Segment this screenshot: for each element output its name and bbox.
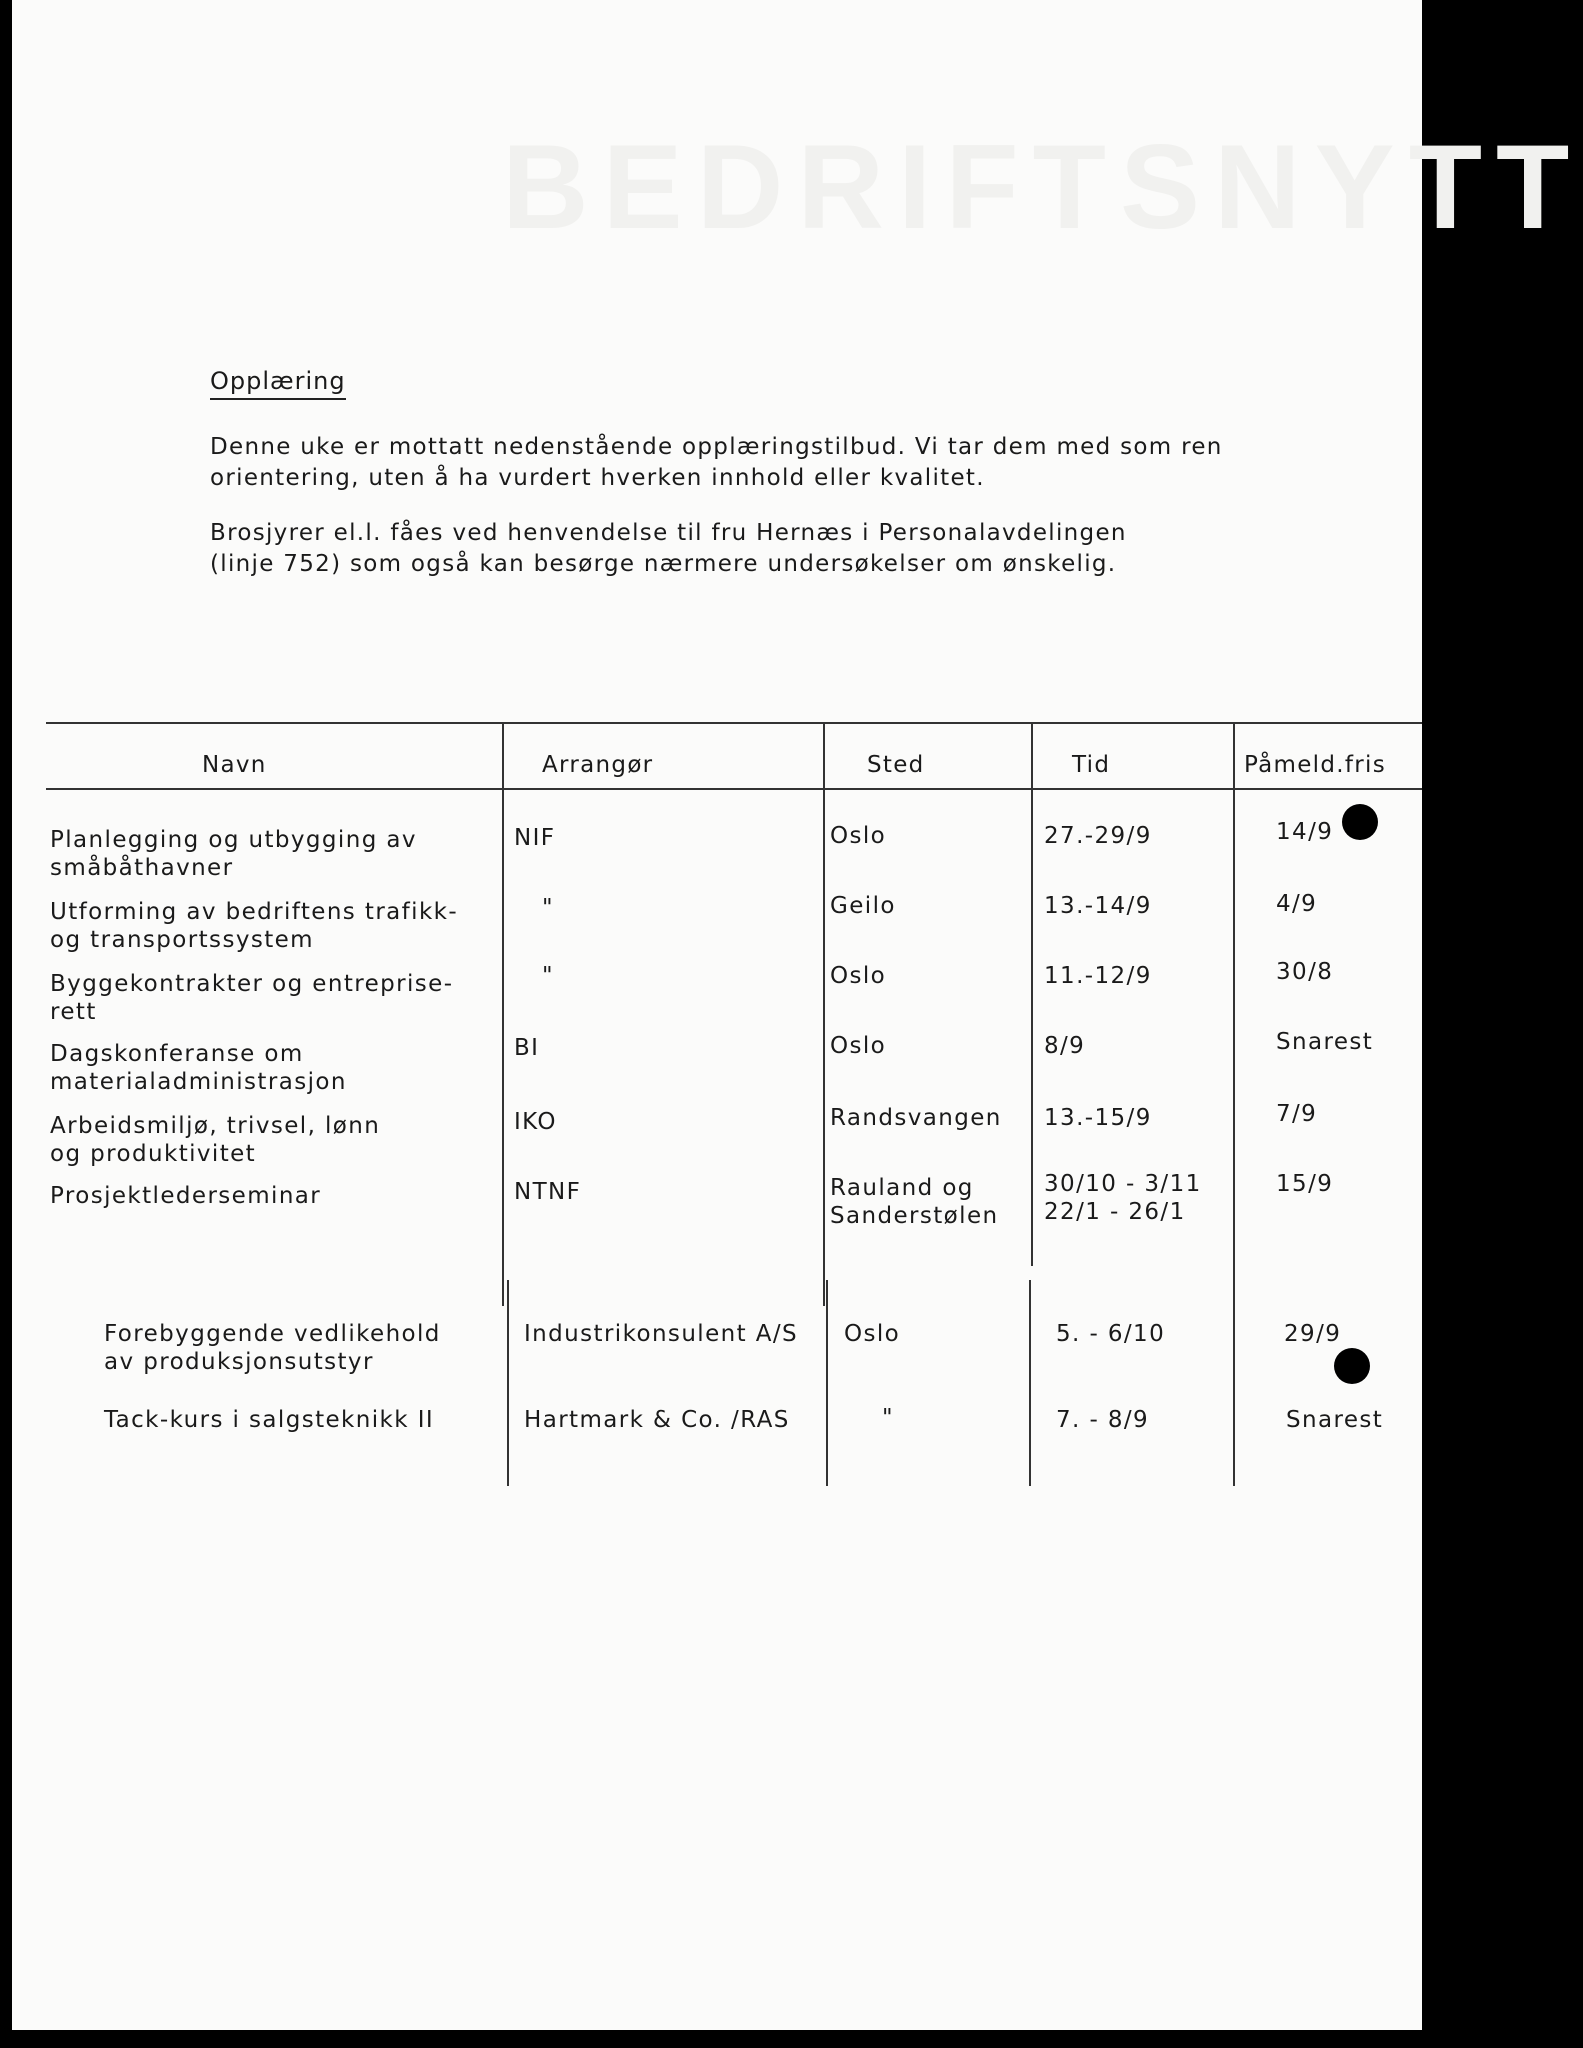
table-cell-frist: 30/8: [1276, 959, 1334, 985]
column-divider: [1233, 1280, 1235, 1486]
paper-sheet: [12, 0, 1583, 2030]
column-divider: [823, 722, 825, 1306]
table-cell-frist: 29/9: [1284, 1321, 1342, 1347]
table-cell-sted: Oslo: [830, 963, 887, 989]
table-cell-navn: Forebyggende vedlikehold av produksjonsutstyr: [104, 1321, 441, 1375]
table-cell-sted: Geilo: [830, 893, 896, 919]
header-navn: Navn: [202, 752, 267, 778]
table-header-rule: [46, 788, 1422, 790]
table-cell-sted: ": [882, 1405, 894, 1431]
table-cell-navn: Tack-kurs i salgsteknikk II: [104, 1407, 435, 1433]
table-cell-sted: Rauland og Sanderstølen: [830, 1175, 999, 1229]
table-cell-tid: 11.-12/9: [1044, 963, 1152, 989]
table-cell-arrangor: NTNF: [514, 1179, 582, 1205]
table-cell-sted: Oslo: [844, 1321, 901, 1347]
table-cell-arrangor: Industrikonsulent A/S: [524, 1321, 799, 1347]
table-cell-arrangor: ": [542, 895, 554, 921]
column-divider: [1029, 1280, 1031, 1486]
table-cell-tid: 13.-15/9: [1044, 1105, 1152, 1131]
table-cell-tid: 5. - 6/10: [1056, 1321, 1166, 1347]
table-cell-frist: Snarest: [1276, 1029, 1374, 1055]
column-divider: [502, 722, 504, 1306]
column-divider: [507, 1280, 509, 1486]
header-pamelding: Påmeld.fris: [1244, 752, 1387, 778]
table-cell-frist: Snarest: [1286, 1407, 1384, 1433]
contact-line-2: (linje 752) som også kan besørge nærmere undersøkelser om ønskelig.: [210, 551, 1117, 577]
table-cell-tid: 30/10 - 3/11 22/1 - 26/1: [1044, 1171, 1202, 1225]
header-tid: Tid: [1072, 752, 1111, 778]
punch-hole-mark: [1342, 804, 1378, 840]
table-cell-sted: Randsvangen: [830, 1105, 1002, 1131]
intro-line-2: orientering, uten å ha vurdert hverken innhold eller kvalitet.: [210, 465, 985, 491]
table-cell-navn: Utforming av bedriftens trafikk- og transportssystem: [50, 899, 459, 953]
column-divider: [1031, 722, 1033, 1266]
table-cell-tid: 7. - 8/9: [1056, 1407, 1150, 1433]
header-sted: Sted: [867, 752, 925, 778]
table-cell-arrangor: IKO: [514, 1109, 557, 1135]
table-cell-frist: 15/9: [1276, 1171, 1334, 1197]
table-cell-navn: Dagskonferanse om materialadministrasjon: [50, 1041, 347, 1095]
table-cell-tid: 27.-29/9: [1044, 823, 1152, 849]
table-cell-frist: 7/9: [1276, 1101, 1318, 1127]
column-divider: [1233, 722, 1235, 1312]
table-cell-arrangor: ": [542, 963, 554, 989]
column-divider: [826, 1280, 828, 1486]
header-arrangor: Arrangør: [542, 752, 654, 778]
table-cell-tid: 13.-14/9: [1044, 893, 1152, 919]
table-cell-frist: 4/9: [1276, 891, 1318, 917]
table-top-rule: [46, 722, 1422, 724]
punch-hole-mark: [1334, 1348, 1370, 1384]
show-through-title: BEDRIFTSNYTT: [502, 120, 1583, 254]
table-cell-sted: Oslo: [830, 1033, 887, 1059]
table-cell-sted: Oslo: [830, 823, 887, 849]
table-cell-navn: Byggekontrakter og entreprise- rett: [50, 971, 454, 1025]
table-cell-navn: Prosjektlederseminar: [50, 1183, 322, 1209]
table-cell-tid: 8/9: [1044, 1033, 1086, 1059]
table-cell-arrangor: BI: [514, 1035, 540, 1061]
table-cell-frist: 14/9: [1276, 819, 1334, 845]
intro-line-1: Denne uke er mottatt nedenstående opplæringstilbud. Vi tar dem med som ren: [210, 434, 1223, 460]
section-heading: Opplæring: [210, 366, 346, 400]
table-cell-navn: Arbeidsmiljø, trivsel, lønn og produktivitet: [50, 1113, 381, 1167]
contact-line-1: Brosjyrer el.l. fåes ved henvendelse til fru Hernæs i Personalavdelingen: [210, 520, 1127, 546]
table-cell-navn: Planlegging og utbygging av småbåthavner: [50, 827, 417, 881]
table-cell-arrangor: Hartmark & Co. /RAS: [524, 1407, 790, 1433]
table-cell-arrangor: NIF: [514, 825, 556, 851]
